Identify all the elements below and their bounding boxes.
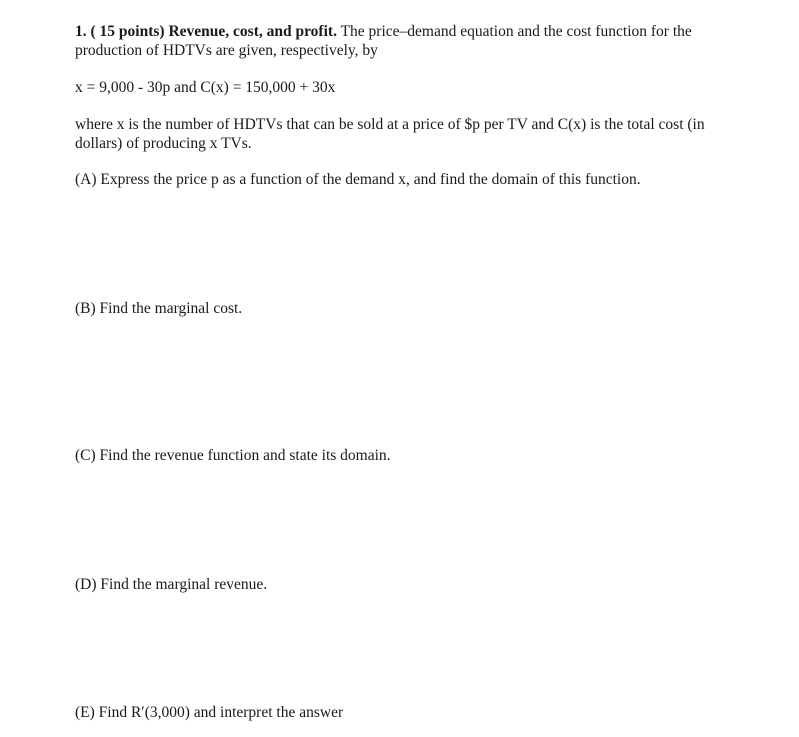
problem-intro-line-1: The price–demand equation and the cost function for the [340,23,692,40]
equation-text: x = 9,000 - 30p and C(x) = 150,000 + 30x [75,79,336,96]
part-c-text: (C) Find the revenue function and state its domain. [75,447,391,464]
problem-title: Revenue, cost, and profit. [168,23,337,40]
part-b-text: (B) Find the marginal cost. [75,300,243,317]
part-c [75,446,735,465]
problem-heading-line-1 [75,22,735,41]
part-d-text: (D) Find the marginal revenue. [75,576,268,593]
part-e [75,703,735,722]
problem-heading [75,22,735,60]
part-a-text: (A) Express the price p as a function of the demand x, and find the domain of this function. [75,171,641,188]
part-e-text: (E) Find R′(3,000) and interpret the answer [75,704,344,721]
problem-points: ( 15 points) [90,23,165,40]
problem-number: 1. [75,23,87,40]
part-b [75,299,735,318]
equation [75,78,735,97]
part-a [75,170,735,189]
problem-description [75,115,735,153]
problem-intro-line-2: production of HDTVs are given, respectively, by [75,42,378,59]
description-line-2: dollars) of producing x TVs. [75,135,252,152]
part-d [75,575,735,594]
description-line-1: where x is the number of HDTVs that can be sold at a price of $p per TV and C(x) is the total cost (in [75,116,705,133]
